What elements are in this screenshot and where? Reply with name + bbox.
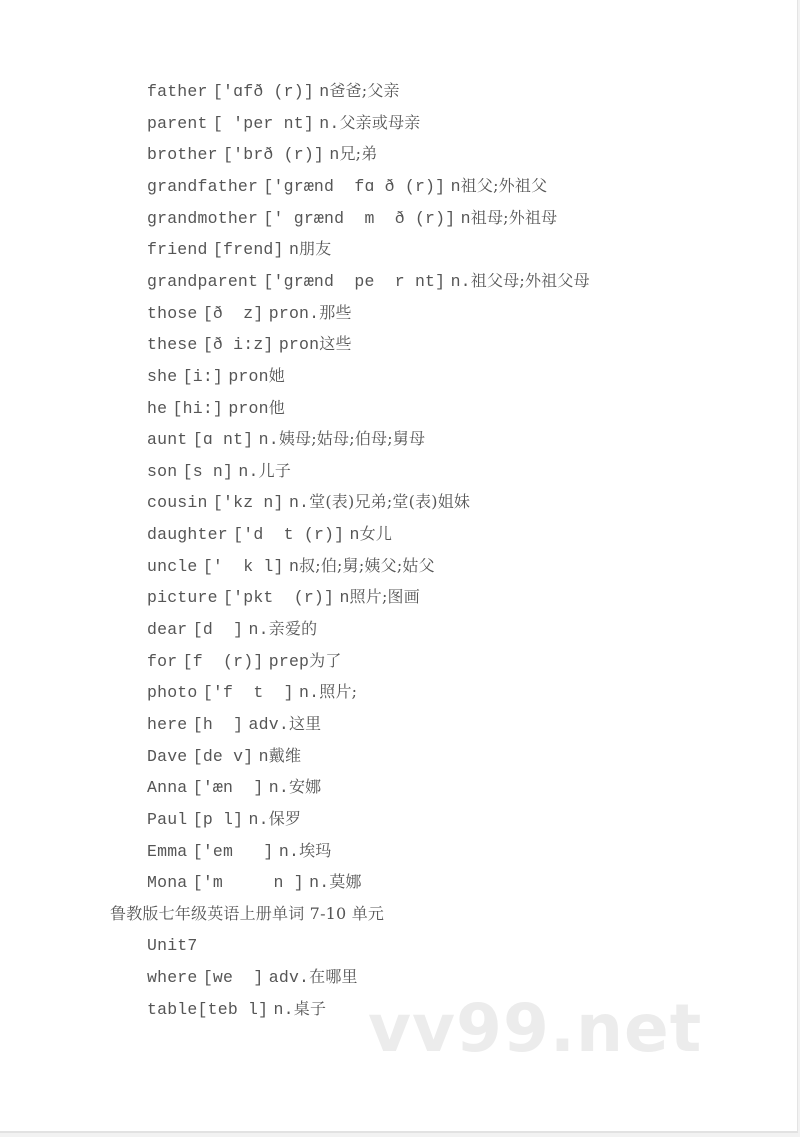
vocab-word: dear [147, 620, 188, 640]
vocab-part-of-speech: n. [309, 873, 330, 893]
vocab-meaning: 父亲或母亲 [339, 112, 421, 132]
vocab-pronunciation: [ð z] [202, 303, 264, 323]
vocab-entry [147, 965, 358, 989]
vocab-pronunciation: [f (r)] [182, 651, 264, 671]
vocab-pronunciation: ['grænd fɑ ð (r)] [263, 176, 446, 196]
vocab-part-of-speech: pron [228, 366, 269, 386]
vocab-entry [147, 396, 285, 420]
vocab-meaning: 桌子 [293, 998, 327, 1018]
vocab-word: those [147, 303, 198, 323]
vocab-pronunciation: ['brð (r)] [223, 145, 325, 165]
vocab-entry [147, 775, 321, 799]
vocab-entry [147, 744, 301, 768]
vocab-entry [147, 174, 547, 198]
vocab-word: cousin [147, 493, 208, 513]
unit-label: Unit7 [147, 935, 198, 955]
vocab-entry [147, 206, 557, 230]
vocab-meaning: 这里 [288, 714, 322, 733]
vocab-word: Emma [147, 841, 188, 861]
vocab-entry [147, 111, 420, 135]
vocab-word: parent [147, 113, 208, 133]
vocab-part-of-speech: n [329, 145, 340, 165]
vocab-word: where [147, 968, 198, 988]
vocab-meaning: 儿子 [258, 460, 292, 480]
vocab-meaning: 兄;弟 [339, 144, 378, 164]
vocab-pronunciation: [d ] [192, 620, 244, 640]
vocab-part-of-speech: n. [319, 113, 340, 133]
vocab-part-of-speech: pron. [268, 303, 320, 323]
vocab-meaning: 照片;图画 [349, 587, 420, 607]
vocab-meaning: 埃玛 [299, 840, 332, 860]
section-heading: 鲁教版七年级英语上册单词 7-10 单元 [110, 903, 385, 923]
vocab-entry [147, 997, 326, 1021]
vocab-pronunciation: [p l] [192, 809, 244, 829]
vocab-part-of-speech: n [319, 82, 330, 101]
vocab-word: grandparent [147, 271, 259, 291]
vocab-pronunciation: [ð i:z] [202, 335, 274, 355]
vocab-word: table [147, 999, 198, 1019]
vocab-meaning: 女儿 [359, 524, 393, 544]
vocab-pronunciation: ['ɑfð (r)] [212, 82, 314, 101]
vocab-entry [147, 237, 331, 261]
vocab-pronunciation: ['grænd pe r nt] [263, 271, 446, 291]
vocab-word: he [147, 398, 168, 418]
vocab-part-of-speech: n. [273, 999, 294, 1019]
vocab-entry [147, 269, 590, 293]
vocab-pronunciation: [frend] [212, 240, 284, 260]
vocab-part-of-speech: n [339, 588, 350, 608]
vocab-entry [147, 427, 425, 451]
vocab-part-of-speech: n. [278, 841, 300, 861]
vocab-part-of-speech: prep [268, 651, 310, 671]
vocab-word: daughter [147, 525, 228, 545]
vocab-meaning: 朋友 [299, 239, 332, 259]
vocab-pronunciation: [h ] [192, 715, 244, 734]
vocab-entry [147, 839, 331, 863]
vocab-pronunciation: ['æn ] [192, 778, 264, 798]
vocab-part-of-speech: n [288, 556, 300, 576]
vocab-entry [147, 459, 291, 483]
vocab-part-of-speech: adv. [248, 715, 289, 734]
vocab-word: grandfather [147, 176, 259, 196]
vocab-entry [147, 490, 470, 514]
vocab-meaning: 在哪里 [309, 967, 358, 987]
vocab-word: here [147, 715, 188, 734]
vocab-entry [147, 617, 317, 641]
vocab-pronunciation: [' grænd m ð (r)] [263, 208, 456, 228]
vocab-pronunciation: [i:] [182, 366, 224, 386]
vocab-pronunciation: [de v] [192, 746, 254, 766]
vocab-pronunciation: ['f t ] [202, 683, 294, 703]
vocab-pronunciation: [ɑ nt] [192, 430, 254, 450]
vocab-meaning: 照片; [319, 682, 358, 702]
vocab-entry [147, 807, 301, 831]
vocab-meaning: 叔;伯;舅;姨父;姑父 [299, 555, 435, 575]
vocab-word: Paul [147, 809, 188, 829]
vocab-word: friend [147, 240, 208, 260]
vocab-part-of-speech: n [450, 176, 461, 196]
vocab-entry [147, 585, 420, 609]
vocab-meaning: 姨母;姑母;伯母;舅母 [278, 429, 426, 449]
vocab-meaning: 安娜 [288, 777, 322, 797]
vocab-meaning: 保罗 [268, 808, 302, 828]
vocab-part-of-speech: n [349, 525, 360, 545]
vocab-entry [147, 522, 392, 546]
vocab-entry [147, 332, 352, 356]
vocab-pronunciation: ['m n ] [192, 873, 304, 893]
vocab-meaning: 为了 [309, 650, 342, 670]
vocab-entry [147, 364, 285, 388]
vocab-meaning: 这些 [319, 334, 352, 354]
vocab-meaning: 莫娜 [329, 872, 362, 892]
vocab-part-of-speech: n. [248, 809, 269, 829]
vocab-entry [147, 554, 435, 578]
vocab-part-of-speech: n. [299, 683, 320, 703]
vocab-part-of-speech: n [288, 240, 300, 260]
vocab-word: aunt [147, 430, 188, 450]
vocab-entry [147, 680, 357, 704]
vocab-pronunciation: [s n] [182, 461, 234, 481]
vocab-part-of-speech: n [460, 208, 471, 228]
vocab-meaning: 堂(表)兄弟;堂(表)姐妹 [309, 492, 471, 512]
vocab-entry [147, 142, 377, 166]
vocab-part-of-speech: n. [450, 271, 471, 291]
vocab-pronunciation: [we ] [202, 968, 264, 988]
vocab-pronunciation: [hi:] [172, 398, 224, 418]
vocab-pronunciation: [ 'per nt] [212, 113, 314, 133]
vocab-entry [147, 301, 352, 325]
vocab-word: for [147, 651, 178, 671]
vocab-word: grandmother [147, 208, 259, 228]
vocab-pronunciation: [' k l] [202, 556, 284, 576]
watermark: vv99.net [368, 990, 703, 1067]
vocab-part-of-speech: n [258, 746, 269, 766]
vocab-word: son [147, 461, 178, 481]
vocab-meaning: 她 [268, 365, 285, 385]
vocab-meaning: 祖父母;外祖父母 [470, 270, 590, 290]
vocab-entry [147, 712, 321, 736]
vocab-word: uncle [147, 556, 198, 576]
vocab-part-of-speech: adv. [268, 968, 310, 988]
vocab-pronunciation: ['em ] [192, 841, 274, 861]
vocab-part-of-speech: n. [248, 620, 269, 640]
vocab-meaning: 那些 [319, 302, 352, 322]
vocab-meaning: 戴维 [268, 745, 302, 765]
vocab-meaning: 爸爸;父亲 [329, 81, 400, 100]
vocab-entry [147, 649, 342, 673]
vocab-meaning: 亲爱的 [268, 619, 318, 639]
vocab-word: Dave [147, 746, 188, 766]
vocab-word: picture [147, 588, 218, 608]
vocab-word: photo [147, 683, 198, 703]
vocab-pronunciation: ['pkt (r)] [223, 588, 335, 608]
vocab-entry [147, 79, 400, 103]
vocab-word: brother [147, 145, 218, 165]
vocab-part-of-speech: n. [268, 778, 289, 798]
vocab-meaning: 祖母;外祖母 [470, 207, 558, 227]
vocab-pronunciation: ['kz n] [212, 493, 284, 513]
vocab-word: she [147, 366, 178, 386]
vocab-pronunciation: ['d t (r)] [233, 525, 345, 545]
vocab-word: these [147, 335, 198, 355]
vocab-meaning: 祖父;外祖父 [460, 175, 548, 195]
vocab-part-of-speech: pron [228, 398, 269, 418]
vocab-part-of-speech: n. [238, 461, 259, 481]
vocab-part-of-speech: pron [278, 335, 320, 355]
vocab-word: Anna [147, 778, 188, 798]
vocab-word: Mona [147, 873, 188, 893]
vocab-part-of-speech: n. [288, 493, 310, 513]
vocab-word: father [147, 82, 208, 101]
vocab-entry [147, 870, 362, 894]
vocab-part-of-speech: n. [258, 430, 279, 450]
vocab-pronunciation: [teb l] [197, 999, 269, 1019]
vocab-meaning: 他 [268, 397, 285, 417]
